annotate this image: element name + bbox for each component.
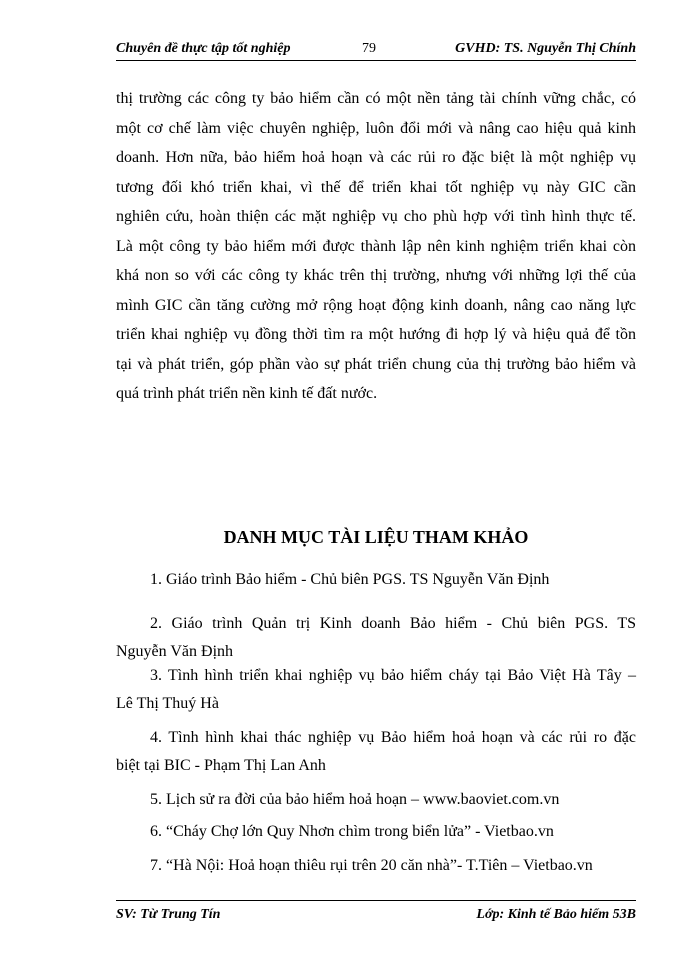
body-line: khá non so với các công ty khác trên thị trường, nhưng với những lợi thế của <box>116 267 636 284</box>
body-line: triển khai nghiệp vụ đồng thời tìm ra một hướng đi hợp lý và hiệu quả để tồn <box>116 326 636 343</box>
body-line: mình GIC cần tăng cường mở rộng hoạt động kinh doanh, nâng cao năng lực <box>116 296 636 314</box>
body-line: Là một công ty bảo hiểm mới được thành lập nên kinh nghiệm triển khai còn <box>116 237 636 255</box>
reference-text: 3. Tình hình triển khai nghiệp vụ bảo hiểm cháy tại Bảo Việt Hà Tây – <box>150 667 636 684</box>
reference-text: 5. Lịch sử ra đời của bảo hiểm hoả hoạn – www.baoviet.com.vn <box>150 791 560 808</box>
body-line: một cơ chế làm việc chuyên nghiệp, luôn đổi mới và nâng cao hiệu quả kinh <box>116 119 636 137</box>
body-line: doanh. Hơn nữa, bảo hiểm hoả hoạn và các rủi ro đặc biệt là một nghiệp vụ <box>116 149 636 166</box>
reference-text-continued: Lê Thị Thuý Hà <box>116 695 219 712</box>
reference-text: 7. “Hà Nội: Hoả hoạn thiêu rụi trên 20 căn nhà”- T.Tiên – Vietbao.vn <box>150 857 593 874</box>
reference-item <box>116 818 636 846</box>
reference-item <box>116 724 636 780</box>
footer-class: Lớp: Kinh tế Bảo hiểm 53B <box>476 907 636 922</box>
body-paragraph <box>116 84 636 409</box>
reference-text: 4. Tình hình khai thác nghiệp vụ Bảo hiểm hoả hoạn và các rủi ro đặc <box>150 729 636 746</box>
footer-student: SV: Từ Trung Tín <box>116 907 221 922</box>
page-number: 79 <box>362 41 376 56</box>
body-line: tại và phát triển, góp phần vào sự phát triển chung của thị trường bảo hiểm và <box>116 355 636 373</box>
reference-item <box>116 566 636 594</box>
reference-text-continued: biệt tại BIC - Phạm Thị Lan Anh <box>116 757 326 774</box>
page-footer <box>116 900 636 925</box>
references-title: DANH MỤC TÀI LIỆU THAM KHẢO <box>223 527 529 547</box>
reference-text: 2. Giáo trình Quản trị Kinh doanh Bảo hiểm - Chủ biên PGS. TS <box>150 615 636 632</box>
header-supervisor: GVHD: TS. Nguyễn Thị Chính <box>455 41 636 56</box>
reference-text: 6. “Cháy Chợ lớn Quy Nhơn chìm trong biển lửa” - Vietbao.vn <box>150 823 554 840</box>
reference-text: 1. Giáo trình Bảo hiểm - Chủ biên PGS. TS Nguyễn Văn Định <box>150 571 550 588</box>
body-line: thị trường các công ty bảo hiểm cần có một nền tảng tài chính vững chắc, có <box>116 90 636 107</box>
page-header <box>116 38 636 61</box>
reference-item <box>116 786 636 814</box>
body-line: tương đối khó triển khai, vì thế để triển khai tốt nghiệp vụ này GIC cần <box>116 178 636 196</box>
reference-item <box>116 662 636 718</box>
body-line: nghiên cứu, hoàn thiện các mặt nghiệp vụ cho phù hợp với tình hình thực tế. <box>116 208 636 225</box>
body-line: quá trình phát triển nền kinh tế đất nước. <box>116 385 378 402</box>
reference-text-continued: Nguyễn Văn Định <box>116 643 234 660</box>
header-document-title: Chuyên đề thực tập tốt nghiệp <box>116 41 291 56</box>
reference-item <box>116 852 636 880</box>
reference-item <box>116 610 636 666</box>
